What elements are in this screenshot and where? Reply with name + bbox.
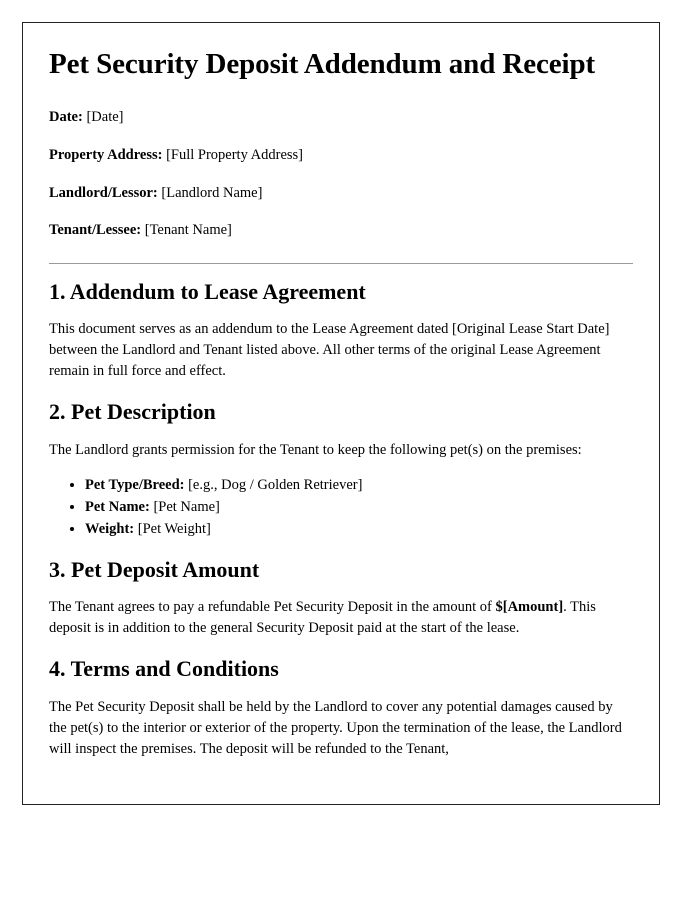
meta-value-tenant: [Tenant Name] [144,222,232,239]
meta-label-tenant: Tenant/Lessee: [49,222,142,239]
list-item [85,519,633,540]
meta-field-date [49,108,633,128]
pet-name-label: Pet Name: [85,498,150,515]
section-heading-addendum: 1. Addendum to Lease Agreement [49,278,366,304]
list-item [85,475,633,496]
meta-field-landlord [49,184,633,204]
meta-label-landlord: Landlord/Lessor: [49,184,158,201]
meta-value-property-address: [Full Property Address] [166,146,304,163]
deposit-paragraph-lead: The Tenant agrees to pay a refundable Pet Security Deposit in the amount of [49,599,496,616]
pet-weight-value: [Pet Weight] [137,520,211,537]
meta-field-property-address [49,146,633,166]
section-divider [49,263,633,264]
section-paragraph-pet-description: The Landlord grants permission for the Tenant to keep the following pet(s) on the premises: [49,441,582,458]
deposit-paragraph-tail: . This deposit is in addition to the general Security Deposit paid at the start of the lease. [49,599,596,637]
pet-type-value: [e.g., Dog / Golden Retriever] [188,476,363,493]
section-heading-deposit-amount: 3. Pet Deposit Amount [49,556,260,582]
section-paragraph-addendum: This document serves as an addendum to the Lease Agreement dated [Original Lease Start Date] between the Landlord and Tenant listed above. All other terms of the original Lease Agreement remain in full force and effect. [49,321,610,380]
meta-value-date: [Date] [86,109,124,126]
deposit-amount-placeholder: $[Amount] [495,599,564,616]
document-page [22,22,660,805]
pet-details-list [49,475,633,540]
meta-label-date: Date: [49,109,83,126]
section-paragraph-deposit-amount [49,597,633,639]
page-title: Pet Security Deposit Addendum and Receipt [49,48,596,80]
meta-field-tenant [49,221,633,241]
meta-label-property-address: Property Address: [49,146,163,163]
meta-value-landlord: [Landlord Name] [161,184,263,201]
section-heading-terms-conditions: 4. Terms and Conditions [49,656,279,682]
section-heading-pet-description: 2. Pet Description [49,399,216,425]
section-paragraph-terms-conditions: The Pet Security Deposit shall be held by the Landlord to cover any potential damages caused by the pet(s) to the interior or exterior of the property. Upon the termination of the lease, the Landlord will inspect the premises. The deposit will be refunded to the Tenant, [49,698,622,757]
list-item [85,497,633,518]
pet-name-value: [Pet Name] [153,498,220,515]
pet-weight-label: Weight: [85,520,135,537]
document-body [23,23,659,760]
pet-type-label: Pet Type/Breed: [85,476,185,493]
